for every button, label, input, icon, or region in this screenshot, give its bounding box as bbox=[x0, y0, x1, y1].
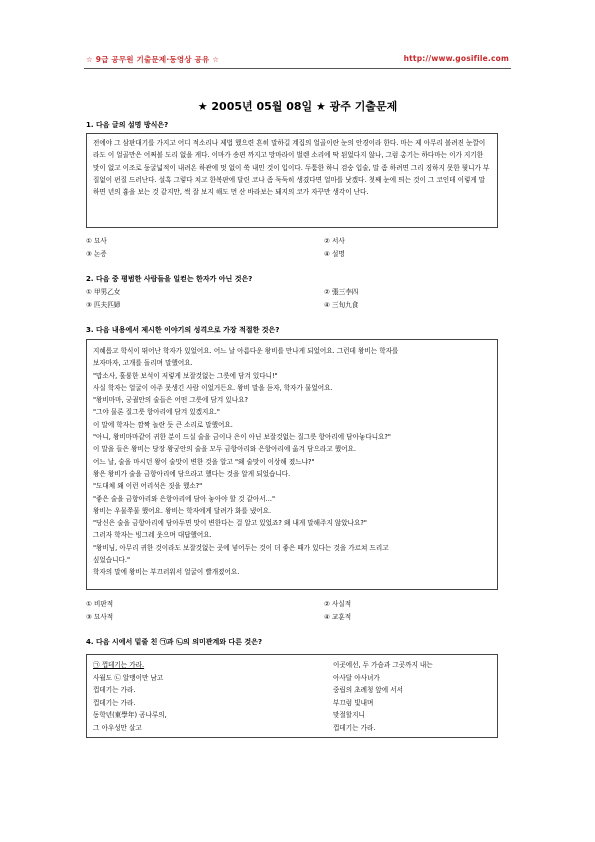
options-2 bbox=[86, 286, 506, 312]
passage-3 bbox=[86, 339, 498, 590]
passage-3-line: 지혜롭고 학식이 뛰어난 학자가 있었어요. 어느 날 아름다운 왕비를 만나게 되었어요. 그런데 왕비는 학자를 bbox=[93, 347, 399, 355]
passage-3-line: "아니, 왕비마마같이 귀한 분이 드실 술을 금이나 은이 아닌 보잘것없는 질그릇 항아리에 담아놓다니요?" bbox=[93, 433, 391, 442]
question-3: 3. 다음 내용에서 제시한 이야기의 성격으로 가장 적절한 것은? bbox=[86, 326, 280, 334]
option-1-2[interactable]: ② 서사 bbox=[324, 237, 345, 245]
passage-3-line: "당신은 술을 금항아리에 담아두면 맛이 변한다는 걸 알고 있었죠? 왜 내게 말해주지 않았나요?" bbox=[93, 519, 367, 528]
poem-line: 이곳에선, 두 가슴과 그곳까지 내는 bbox=[333, 661, 433, 669]
header-divider bbox=[84, 68, 511, 69]
poem-line: 껍데기는 가라. bbox=[93, 698, 136, 707]
passage-3-line: "맙소사, 훌륭한 보석이 저렇게 보잘것없는 그릇에 담겨 있다니!" bbox=[93, 371, 278, 380]
poem-box bbox=[86, 654, 498, 738]
passage-3-line: 이 말을 들은 왕비는 당장 왕궁안의 술을 모두 금항아리와 은항아리에 옮겨 담으라고 했어요. bbox=[93, 445, 356, 454]
poem-line: 껍데기는 가라. bbox=[333, 723, 376, 732]
question-2: 2. 다음 중 평범한 사람들을 일컫는 한자가 아닌 것은? bbox=[86, 275, 253, 283]
header-left: ☆ 9급 공무원 기출문제·동영상 공유 ☆ bbox=[86, 55, 220, 64]
poem-line: 부끄럼 빛내며 bbox=[333, 698, 374, 707]
option-2-1[interactable]: ① 甲男乙女 bbox=[86, 288, 121, 296]
passage-3-line: 사실 학자는 얼굴이 아주 못생긴 사람 이었거든요. 왕비 말을 듣자, 학자가 물었어요. bbox=[93, 383, 333, 392]
passage-3-line: 왕은 왕비가 술을 금항아리에 담으라고 했다는 것을 알게 되었습니다. bbox=[93, 469, 291, 478]
passage-3-line: 이 말에 학자는 깜짝 놀란 듯 큰 소리로 말했어요. bbox=[93, 420, 233, 429]
option-1-3[interactable]: ③ 논증 bbox=[86, 250, 107, 258]
passage-3-line: 어느 날, 술을 마시던 왕이 술맛이 변한 것을 알고 "왜 술맛이 이상해 졌느냐?" bbox=[93, 457, 315, 466]
options-1 bbox=[86, 235, 506, 261]
poem-line: 동학년(東學年) 곰나루의, bbox=[93, 711, 167, 720]
poem-line: 맞절할지니 bbox=[333, 711, 365, 720]
header-url[interactable]: http://www.gosifile.com bbox=[403, 54, 509, 63]
passage-3-line: "왕비마마, 궁궐안의 술들은 어떤 그릇에 담겨 있나요? bbox=[93, 396, 248, 405]
passage-1 bbox=[86, 133, 498, 228]
option-1-1[interactable]: ① 묘사 bbox=[86, 237, 107, 245]
passage-3-line: "도대체 왜 이런 어리석은 짓을 했소?" bbox=[93, 482, 203, 491]
option-2-3[interactable]: ③ 匹夫匹婦 bbox=[86, 301, 121, 309]
passage-3-line: 싶었습니다." bbox=[93, 556, 130, 565]
option-2-4[interactable]: ④ 三旬九食 bbox=[324, 301, 359, 309]
poem-line: 중립의 초례청 앞에 서서 bbox=[333, 686, 403, 695]
passage-3-line: 그러자 학자는 빙그레 웃으며 대답했어요. bbox=[93, 531, 212, 540]
option-1-4[interactable]: ④ 설명 bbox=[324, 250, 345, 258]
passage-3-line: 학자의 말에 왕비는 부끄러워서 얼굴이 빨개졌어요. bbox=[93, 568, 240, 577]
poem-line: 아사달 아사녀가 bbox=[333, 673, 380, 682]
question-4: 4. 다음 시에서 밑줄 친 ㉠과 ㉡의 의미관계와 다른 것은? bbox=[86, 638, 263, 646]
option-3-1[interactable]: ① 비판적 bbox=[86, 600, 114, 608]
passage-3-line: "좋은 술을 금항아리와 은항아리에 담아 놓아야 할 것 같아서..." bbox=[93, 494, 275, 503]
poem-line: 껍데기는 가라. bbox=[93, 686, 136, 695]
poem-line: ㉠ 껍데기는 가라. bbox=[93, 661, 145, 669]
option-3-3[interactable]: ③ 묘사적 bbox=[86, 613, 114, 621]
passage-3-line: 왕비는 우물쭈물 했어요. 왕비는 학자에게 달려가 화를 냈어요. bbox=[93, 506, 272, 515]
option-3-2[interactable]: ② 사실적 bbox=[324, 600, 352, 608]
option-3-4[interactable]: ④ 교훈적 bbox=[324, 613, 352, 621]
poem-line: 그 아우성만 살고 bbox=[93, 723, 142, 732]
page-title: ★ 2005년 05월 08일 ★ 광주 기출문제 bbox=[197, 100, 398, 113]
poem-line: 사월도 ㉡ 알맹이만 남고 bbox=[93, 673, 164, 682]
passage-3-line: "왕비님, 아무리 귀한 것이라도 보잘것없는 곳에 넣어두는 것이 더 좋은 때가 있다는 것을 가르쳐 드리고 bbox=[93, 543, 389, 552]
options-3 bbox=[86, 598, 506, 624]
poem-left-column bbox=[93, 659, 167, 735]
question-1: 1. 다음 글의 설명 방식은? bbox=[86, 121, 169, 129]
passage-3-line: 보자마자, 고개를 돌리며 말했어요. bbox=[93, 359, 193, 368]
poem-right-column bbox=[333, 659, 433, 735]
passage-1-text: 전에야 그 삼판대기를 가지고 어디 적소리나 제법 했으련 흔히 말하길 계집의 얼골이란 눈의 안경이라 한다. 마는 제 아무리 볼려진 눈깔이라도 이 얼골만은 어쩌볼 도리 없을 게다. 이마가 송편 까지고 망마라이 벌렌 소리에 딱 된었다지 않나, 그럼 총기는 하다마는 이가 지기한 맛이 없고 이조로 둥굴넓적이 내려온 하관에 멋 없이 쑥 내민 것이 입이다. 두툼한 하니 검숭 입술, 말 좀 하려면 그리 징하지 못한 뭣니가 부질없이 펀질 드러난다. 설혹 그렇다 치고 한복판에 달린 코나 좀 둑둑히 생겼다면 얼마를 낫겠다. 첫째 눈에 띄는 것이 그 코인데 이렇게 말하면 년의 흉을 보는 것 같지만, 썩 잘 보지 해도 먼 산 바라보는 돼지의 코가 자꾸만 생각이 난다. bbox=[93, 139, 490, 197]
option-2-2[interactable]: ② 張三李四 bbox=[324, 288, 359, 296]
passage-3-line: "그야 물론 질그릇 항아리에 담겨 있겠지요." bbox=[93, 408, 220, 417]
